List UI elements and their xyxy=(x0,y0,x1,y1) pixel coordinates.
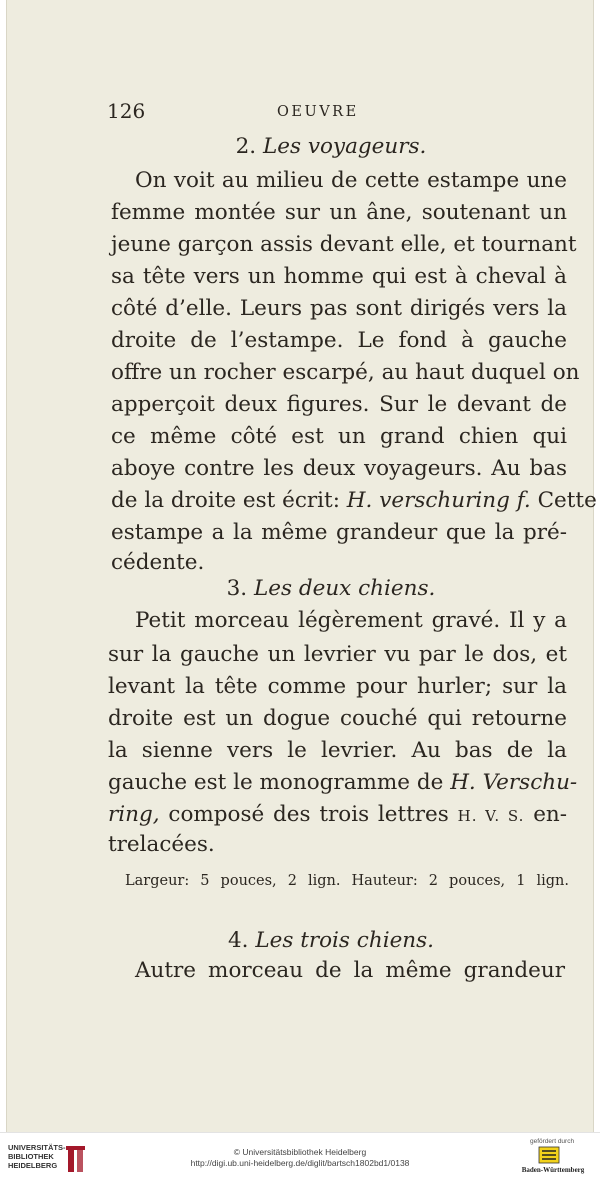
text-fragment: en- xyxy=(533,802,568,827)
text-line: Petit morceau légèrement gravé. Il y a xyxy=(135,608,567,633)
text-line: trelacées. xyxy=(108,832,215,857)
text-fragment: Cette xyxy=(537,488,597,513)
copyright-notice: © Universitätsbibliothek Heidelberg xyxy=(233,1147,367,1157)
library-name-line: UNIVERSITÄTS- xyxy=(8,1143,66,1152)
entry-heading xyxy=(101,926,561,956)
text-line: aboye contre les deux voyageurs. Au bas xyxy=(111,456,567,481)
text-fragment: de la droite est écrit: xyxy=(111,488,340,513)
entry-title: Les trois chiens. xyxy=(255,928,435,953)
entry-heading xyxy=(101,574,561,604)
artist-inscription: H. verschuring f. xyxy=(346,488,531,513)
text-line: droite est un dogue couché qui retourne xyxy=(108,706,567,731)
text-line: apperçoit deux figures. Sur le devant de xyxy=(111,392,567,417)
page-number: 126 xyxy=(107,99,146,123)
text-line: la sienne vers le levrier. Au bas de la xyxy=(108,738,567,763)
text-line: femme montée sur un âne, soutenant un xyxy=(111,200,567,225)
text-line: estampe a la même grandeur que la pré- xyxy=(111,520,567,545)
text-line: On voit au milieu de cette estampe une xyxy=(135,168,567,193)
library-name-line: HEIDELBERG xyxy=(8,1161,58,1170)
entry-number: 3. xyxy=(226,576,248,601)
entry-title: Les deux chiens. xyxy=(253,576,436,601)
funder-name: Baden-Württemberg xyxy=(521,1166,585,1174)
entry-number: 2. xyxy=(235,134,257,159)
text-line xyxy=(111,486,597,516)
monogram-name: ring, xyxy=(108,802,160,827)
text-line xyxy=(108,768,578,798)
monogram-letters: H. V. S. xyxy=(457,807,525,825)
library-name-line: BIBLIOTHEK xyxy=(8,1152,54,1161)
entry-title: Les voyageurs. xyxy=(262,134,427,159)
dimensions-line: Largeur: 5 pouces, 2 lign. Hauteur: 2 pouces, 1 lign. xyxy=(125,873,569,889)
entry-number: 4. xyxy=(227,928,249,953)
text-fragment: gauche est le monogramme de xyxy=(108,770,444,795)
monogram-name: H. Verschu- xyxy=(450,770,578,795)
page-text xyxy=(7,0,597,1132)
text-line: sa tête vers un homme qui est à cheval à xyxy=(111,264,567,289)
text-line: côté d’elle. Leurs pas sont dirigés vers la xyxy=(111,296,567,321)
funded-by-label: gefördert durch xyxy=(530,1138,575,1145)
baden-wuerttemberg-crest-icon xyxy=(538,1146,560,1164)
text-line: offre un rocher escarpé, au haut duquel on xyxy=(111,360,580,385)
scanned-page xyxy=(6,0,597,1132)
text-line: Autre morceau de la même grandeur xyxy=(135,958,565,983)
text-fragment: composé des trois lettres xyxy=(168,802,449,827)
entry-heading xyxy=(101,132,561,162)
library-logo[interactable] xyxy=(8,1143,120,1175)
text-line: levant la tête comme pour hurler; sur la xyxy=(108,674,567,699)
library-seal-icon xyxy=(64,1144,90,1174)
library-name xyxy=(8,1143,66,1170)
text-line: cédente. xyxy=(111,550,205,575)
text-line: droite de l’estampe. Le fond à gauche xyxy=(111,328,567,353)
text-line xyxy=(108,800,567,831)
text-line: ce même côté est un grand chien qui xyxy=(111,424,567,449)
text-line: sur la gauche un levrier vu par le dos, et xyxy=(108,642,567,667)
running-title: OEUVRE xyxy=(277,104,359,120)
text-line: jeune garçon assis devant elle, et tournant xyxy=(111,232,577,257)
permalink-url[interactable]: http://digi.ub.uni-heidelberg.de/diglit/bartsch1802bd1/0138 xyxy=(190,1158,410,1168)
